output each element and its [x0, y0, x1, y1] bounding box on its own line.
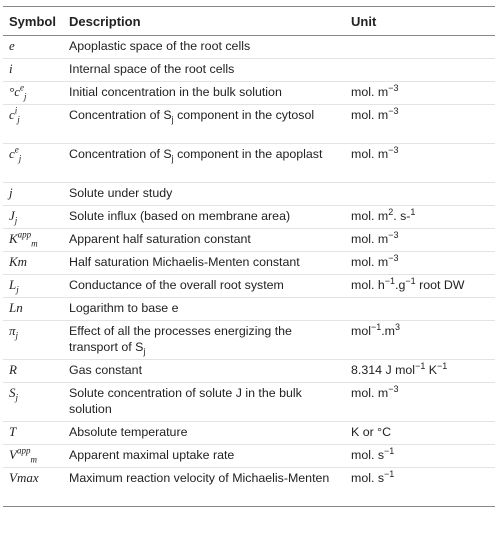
symbol-cell: Ln — [3, 298, 63, 321]
table-row — [3, 252, 495, 275]
symbol-cell: $K^{app}_m$ — [3, 229, 63, 252]
table-body — [3, 36, 495, 507]
symbol-cell: $^\circ c^e_j$ — [3, 82, 63, 105]
table-row — [3, 298, 495, 321]
symbol-cell: $c^e_j$ — [3, 144, 63, 183]
description-cell: Maximum reaction velocity of Michaelis-Menten — [63, 468, 345, 507]
table-row — [3, 321, 495, 360]
description-cell: Solute concentration of solute J in the bulk solution — [63, 383, 345, 422]
unit-cell: mol. $m^{-3}$ — [345, 105, 495, 144]
header-description: Description — [63, 7, 345, 36]
symbol-cell: R — [3, 360, 63, 383]
unit-cell: mol. $s^{-1}$ — [345, 445, 495, 468]
description-cell: Concentration of $S_j$ component in the apoplast — [63, 144, 345, 183]
symbol-cell: $J_j$ — [3, 206, 63, 229]
table-row — [3, 36, 495, 59]
symbols-table — [3, 6, 495, 507]
unit-cell — [345, 59, 495, 82]
unit-cell — [345, 298, 495, 321]
header-unit: Unit — [345, 7, 495, 36]
symbol-cell: i — [3, 59, 63, 82]
description-cell: Absolute temperature — [63, 422, 345, 445]
table-row — [3, 144, 495, 183]
table-row — [3, 445, 495, 468]
symbol-cell: $S_j$ — [3, 383, 63, 422]
unit-cell: mol. $h^{-1}.g^{-1}$ root DW — [345, 275, 495, 298]
unit-cell: mol. $m^{-3}$ — [345, 144, 495, 183]
table-row — [3, 422, 495, 445]
table-row — [3, 59, 495, 82]
description-cell: Solute under study — [63, 183, 345, 206]
description-cell: Apparent half saturation constant — [63, 229, 345, 252]
symbol-cell: $c^i_j$ — [3, 105, 63, 144]
description-cell: Initial concentration in the bulk solution — [63, 82, 345, 105]
symbol-cell: Vmax — [3, 468, 63, 507]
description-cell: Apoplastic space of the root cells — [63, 36, 345, 59]
symbol-cell: j — [3, 183, 63, 206]
symbol-cell: Km — [3, 252, 63, 275]
unit-cell: mol. $m^{-3}$ — [345, 252, 495, 275]
table-row — [3, 468, 495, 507]
symbol-cell: e — [3, 36, 63, 59]
description-cell: Effect of all the processes energizing the transport of $S_j$ — [63, 321, 345, 360]
table-row — [3, 275, 495, 298]
unit-cell: 8.314 J mol$^{-1}$ $K^{-1}$ — [345, 360, 495, 383]
unit-cell: $mol^{-1}.m^3$ — [345, 321, 495, 360]
unit-cell: mol. $m^2$. s-$^1$ — [345, 206, 495, 229]
symbol-cell: $\pi_j$ — [3, 321, 63, 360]
description-cell: Conductance of the overall root system — [63, 275, 345, 298]
description-cell: Apparent maximal uptake rate — [63, 445, 345, 468]
symbol-cell: T — [3, 422, 63, 445]
unit-cell: mol. $m^{-3}$ — [345, 383, 495, 422]
symbol-cell: $L_j$ — [3, 275, 63, 298]
header-symbol: Symbol — [3, 7, 63, 36]
table-row — [3, 383, 495, 422]
unit-cell: mol. $m^{-3}$ — [345, 229, 495, 252]
unit-cell: mol. $s^{-1}$ — [345, 468, 495, 507]
description-cell: Concentration of $S_j$ component in the cytosol — [63, 105, 345, 144]
table-row — [3, 206, 495, 229]
description-cell: Internal space of the root cells — [63, 59, 345, 82]
description-cell: Gas constant — [63, 360, 345, 383]
description-cell: Logarithm to base e — [63, 298, 345, 321]
unit-cell: mol. $m^{-3}$ — [345, 82, 495, 105]
symbol-cell: $V^{app}_m$ — [3, 445, 63, 468]
unit-cell — [345, 36, 495, 59]
unit-cell — [345, 183, 495, 206]
table-row — [3, 229, 495, 252]
table-row — [3, 82, 495, 105]
table-row — [3, 105, 495, 144]
table-row — [3, 360, 495, 383]
description-cell: Solute influx (based on membrane area) — [63, 206, 345, 229]
table-header-row — [3, 7, 495, 36]
table-row — [3, 183, 495, 206]
description-cell: Half saturation Michaelis-Menten constant — [63, 252, 345, 275]
unit-cell: K or °C — [345, 422, 495, 445]
